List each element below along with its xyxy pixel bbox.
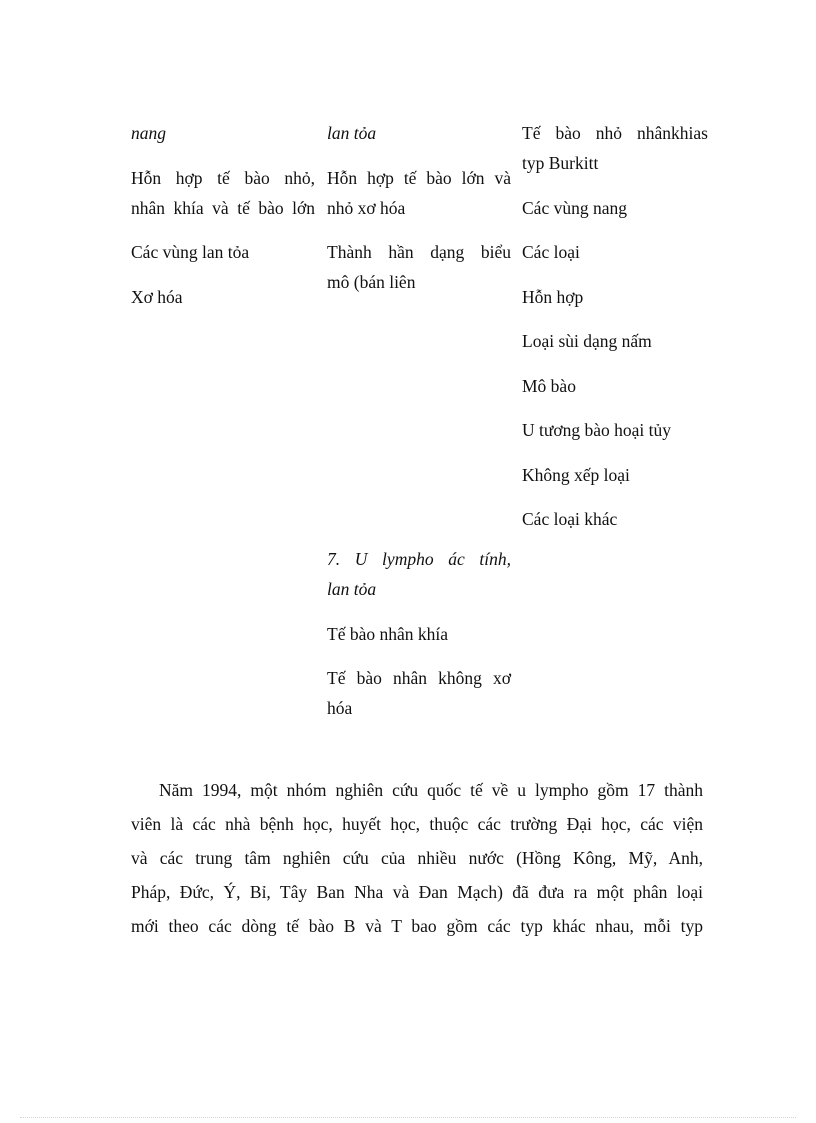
column-3-entry-6-line-1: Mô bào [522,375,576,396]
column-3-entry-8-line-1: Không xếp loại [522,464,630,485]
table-column-2 [327,118,511,723]
column-1-entry-4-line-1: Xơ hóa [131,286,183,307]
paragraph-line-1: Năm 1994, một nhóm nghiên cứu quốc tế về u lympho gồm 17 thành [159,780,703,800]
paragraph-line-2: viên là các nhà bệnh học, huyết học, thuộc các trường Đại học, các viện [131,814,703,834]
column-3-entry-7-line-1: U tương bào hoại tủy [522,420,671,440]
column-3-entry-5-line-1: Loại sùi dạng nấm [522,331,652,351]
table-column-3 [522,118,708,534]
column-2-entry-6-line-2: hóa [327,698,353,718]
column-2-entry-3-line-2: mô (bán liên [327,272,416,292]
column-3-entry-1-line-2: typ Burkitt [522,153,599,173]
table-column-1 [131,118,315,312]
column-3-entry-2-line-1: Các vùng nang [522,197,627,218]
column-2-entry-4-line-1: 7. U lympho ác tính, [327,549,511,569]
column-2-entry-2-line-2: nhỏ xơ hóa [327,197,406,218]
column-1-entry-1-line-1: nang [131,123,166,143]
column-2-entry-1-line-1: lan tỏa [327,123,377,143]
page-footer-divider [20,1117,796,1118]
column-1-entry-3-line-1: Các vùng lan tỏa [131,242,250,262]
column-3-entry-9-line-1: Các loại khác [522,509,618,529]
column-1-entry-2-line-2: nhân khía và tế bào lớn [131,197,315,218]
column-2-entry-5-line-1: Tế bào nhân khía [327,623,448,644]
paragraph-line-3: và các trung tâm nghiên cứu của nhiều nước (Hồng Kông, Mỹ, Anh, [131,848,703,868]
column-2-entry-6-line-1: Tế bào nhân không xơ [327,668,511,688]
column-2-entry-2-line-1: Hỗn hợp tế bào lớn và [327,167,511,188]
column-3-entry-3-line-1: Các loại [522,242,580,262]
column-2-entry-3-line-1: Thành hần dạng biểu [327,242,511,262]
paragraph-line-5: mới theo các dòng tế bào B và T bao gồm các typ khác nhau, mỗi typ [131,916,703,936]
column-3-entry-1-line-1: Tế bào nhỏ nhânkhias [522,123,708,143]
column-2-entry-4-line-2: lan tỏa [327,579,377,599]
paragraph-line-4: Pháp, Đức, Ý, Bỉ, Tây Ban Nha và Đan Mạch) đã đưa ra một phân loại [131,882,703,902]
column-1-entry-2-line-1: Hỗn hợp tế bào nhỏ, [131,167,315,188]
column-3-entry-4-line-1: Hỗn hợp [522,286,584,307]
body-paragraph [131,774,703,944]
